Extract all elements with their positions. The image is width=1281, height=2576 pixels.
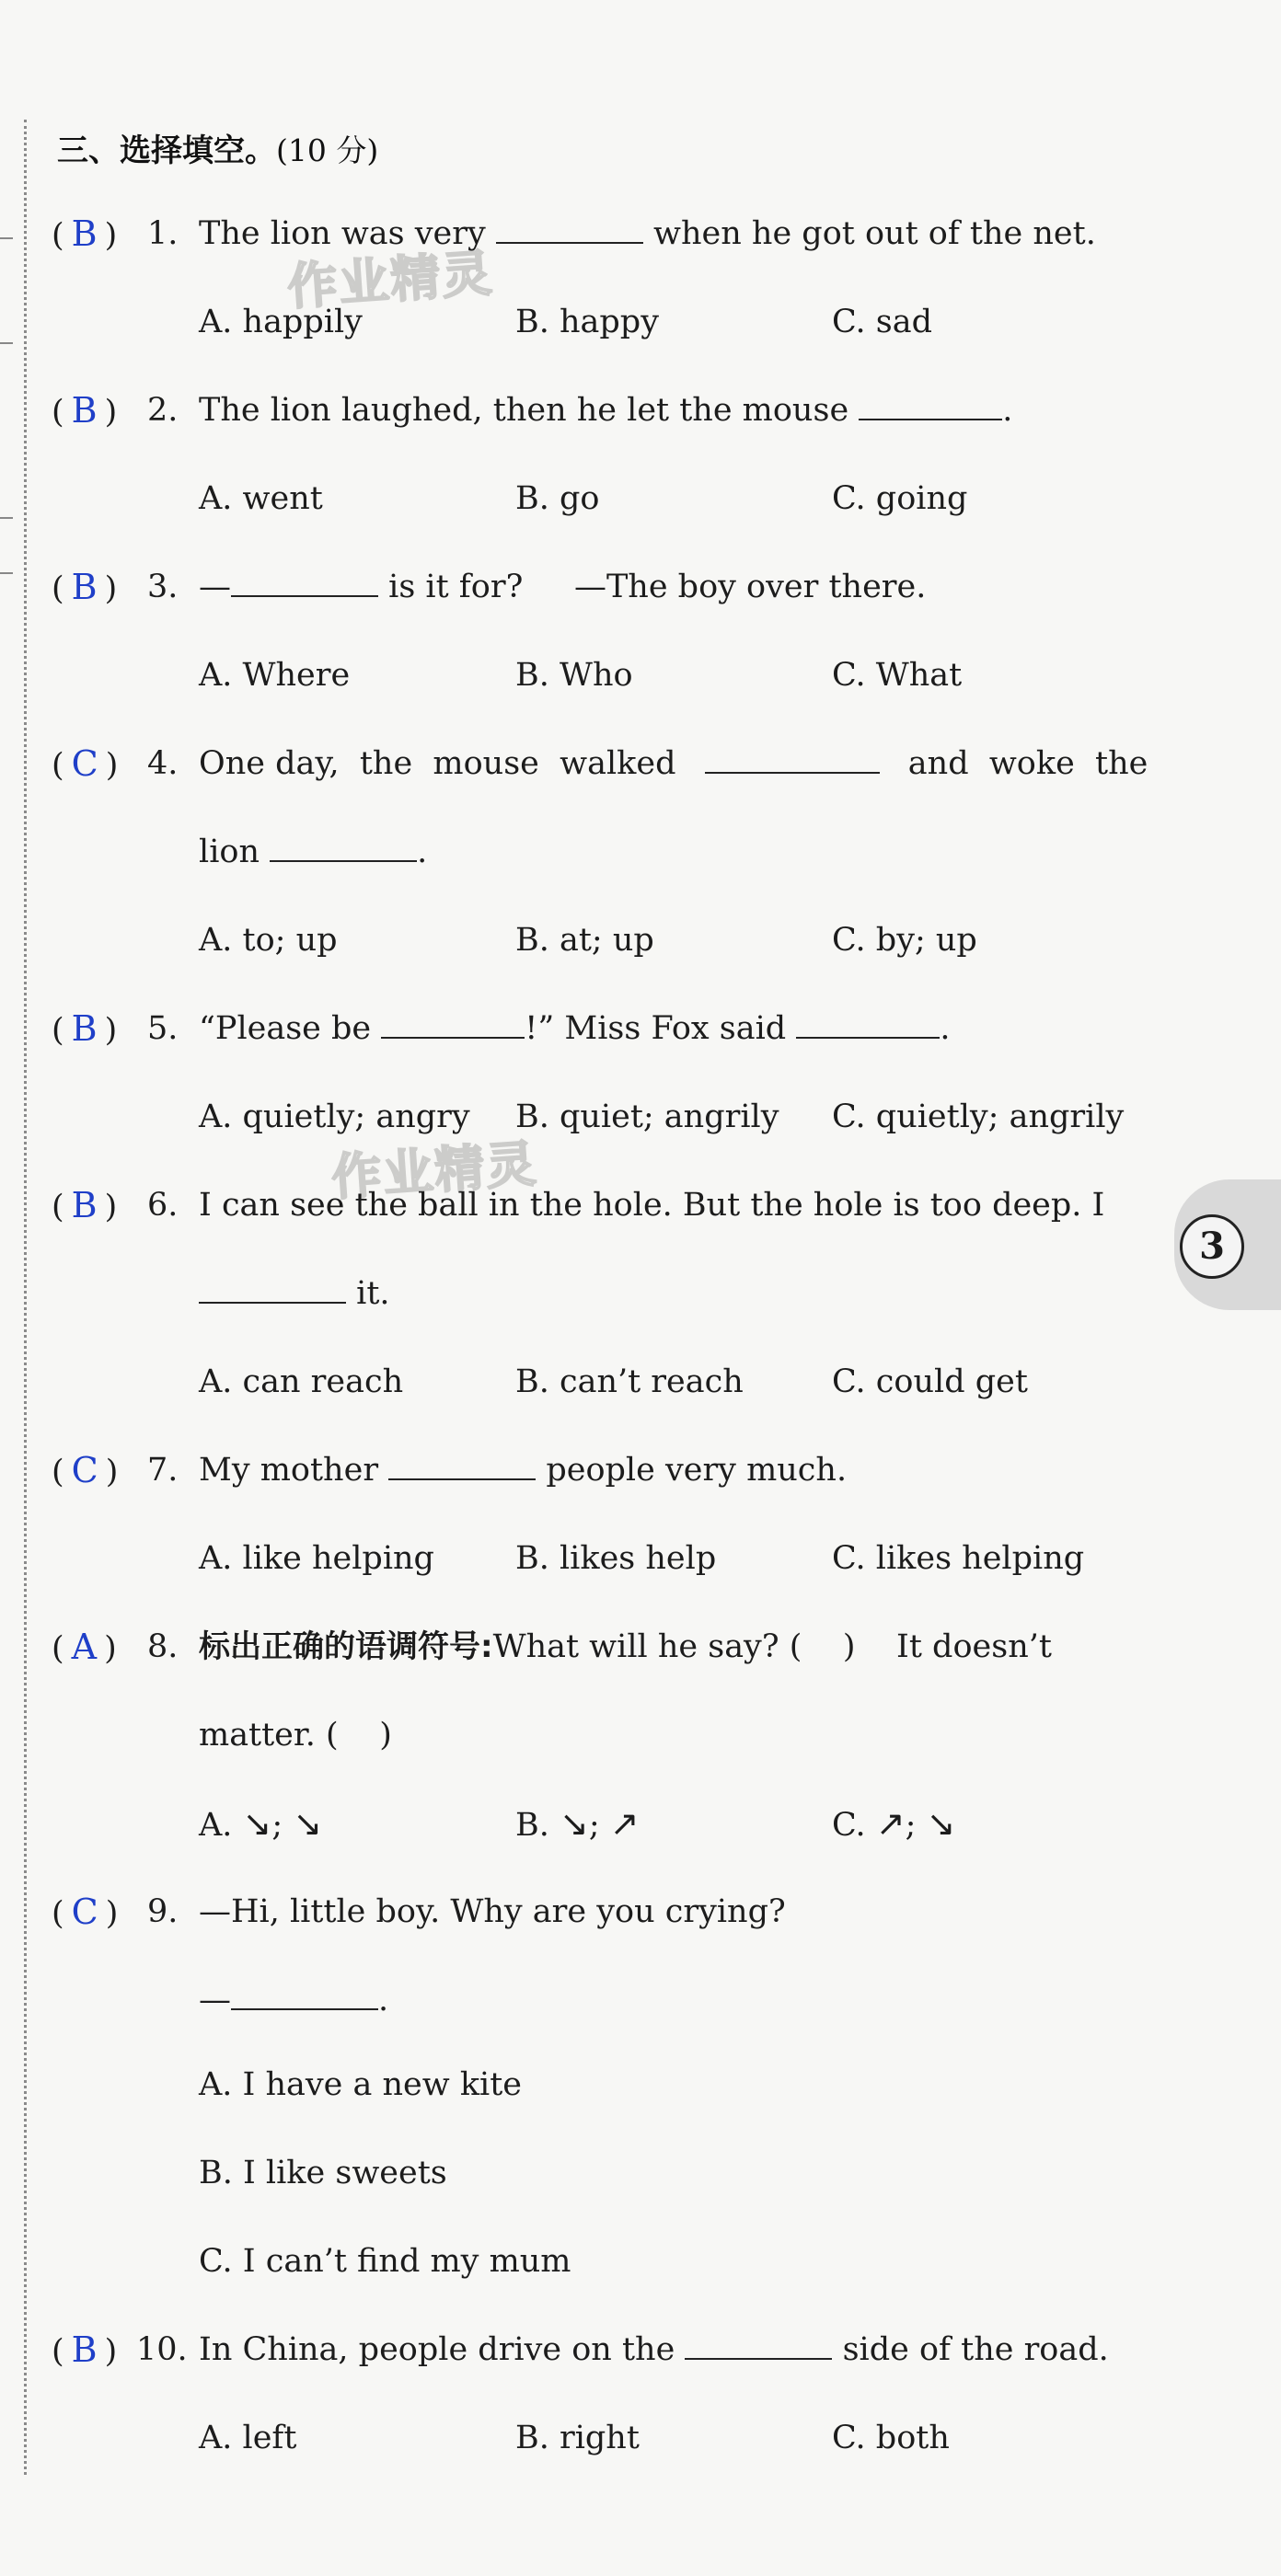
option-a[interactable]: A. happily (199, 304, 363, 340)
options-3 (0, 648, 1281, 703)
question-9-continued: — . (0, 1972, 1281, 2028)
answer-paren: ( B ) (52, 567, 118, 607)
option-b[interactable]: B. can’t reach (515, 1363, 744, 1400)
falling-arrow-icon: ↘ (293, 1803, 323, 1844)
question-stem: — is it for? —The boy over there. (199, 559, 926, 615)
falling-arrow-icon: ↘ (560, 1803, 589, 1844)
option-a[interactable]: A. left (199, 2420, 297, 2456)
option-b[interactable]: B. quiet; angrily (515, 1098, 779, 1135)
option-b[interactable]: B. ↘; ↗ (515, 1796, 640, 1853)
question-9: ( C ) 9. —Hi, little boy. Why are you crying? (0, 1884, 1281, 1939)
options-6 (0, 1354, 1281, 1409)
options-4 (0, 913, 1281, 968)
option-a[interactable]: A. to; up (199, 922, 338, 959)
option-a[interactable]: A. ↘; ↘ (199, 1796, 322, 1853)
question-stem: One day, the mouse walked and woke the (199, 736, 1148, 791)
blank[interactable] (199, 1267, 346, 1304)
answer-paren: ( C ) (52, 743, 119, 784)
question-3: ( B ) 3. — is it for? —The boy over there. (0, 559, 1281, 615)
question-4-continued: lion . (0, 824, 1281, 880)
options-1 (0, 294, 1281, 350)
blank[interactable] (705, 737, 880, 774)
question-stem: My mother people very much. (199, 1443, 847, 1498)
answer-paren: ( B ) (52, 1008, 118, 1049)
rising-arrow-icon: ↗ (875, 1803, 906, 1844)
option-b[interactable]: B. right (515, 2420, 640, 2456)
option-b[interactable]: B. at; up (515, 922, 654, 959)
option-c[interactable]: C. I can’t find my mum (199, 2243, 571, 2280)
options-7 (0, 1531, 1281, 1586)
option-b[interactable]: B. I like sweets (199, 2155, 447, 2191)
blank[interactable] (388, 1443, 536, 1480)
option-b[interactable]: B. Who (515, 657, 633, 694)
question-stem: The lion was very when he got out of the net. (199, 206, 1096, 261)
answer-paren: ( B ) (52, 1185, 118, 1225)
question-stem: —Hi, little boy. Why are you crying? (199, 1893, 786, 1930)
answer-paren: ( B ) (52, 390, 118, 431)
question-4: ( C ) 4. One day, the mouse walked and woke the (0, 736, 1281, 791)
blank[interactable] (859, 384, 1002, 420)
question-stem: “Please be !” Miss Fox said . (199, 1001, 950, 1056)
blank[interactable] (381, 1002, 525, 1039)
question-5: ( B ) 5. “Please be !” Miss Fox said . (0, 1001, 1281, 1056)
watermark: 作业精灵 (329, 1134, 540, 1207)
option-c[interactable]: C. sad (832, 304, 933, 340)
options-5 (0, 1089, 1281, 1144)
answer-paren: ( B ) (52, 213, 118, 254)
option-a[interactable]: A. quietly; angry (199, 1098, 470, 1135)
blank[interactable] (496, 207, 643, 244)
option-a[interactable]: A. I have a new kite (199, 2066, 523, 2103)
answer-paren: ( C ) (52, 1892, 119, 1932)
answer-paren: ( B ) (52, 2329, 118, 2370)
options-10 (0, 2410, 1281, 2466)
question-stem: In China, people drive on the side of the road. (199, 2322, 1109, 2377)
option-a[interactable]: A. went (199, 480, 323, 517)
blank[interactable] (796, 1002, 940, 1039)
section-title: 三、选择填空。(10 分) (57, 132, 379, 169)
blank[interactable] (270, 825, 417, 862)
option-a[interactable]: A. can reach (199, 1363, 404, 1400)
option-c[interactable]: C. could get (832, 1363, 1028, 1400)
option-c[interactable]: C. quietly; angrily (832, 1098, 1125, 1135)
option-a[interactable]: A. Where (199, 657, 351, 694)
blank[interactable] (231, 560, 378, 597)
option-a[interactable]: A. like helping (199, 1540, 434, 1577)
options-9c (0, 2234, 1281, 2289)
option-c[interactable]: C. by; up (832, 922, 977, 959)
question-1: ( B ) 1. The lion was very when he got out of the net. (0, 206, 1281, 261)
watermark: 作业精灵 (285, 244, 496, 316)
question-8: ( A ) 8. 标出正确的语调符号:What will he say? ( ) It doesn’t (0, 1619, 1281, 1674)
option-b[interactable]: B. happy (515, 304, 659, 340)
question-2: ( B ) 2. The lion laughed, then he let the mouse . (0, 383, 1281, 438)
falling-arrow-icon: ↘ (242, 1803, 272, 1844)
question-6: ( B ) 6. I can see the ball in the hole. But the hole is too deep. I (0, 1178, 1281, 1233)
options-2 (0, 471, 1281, 526)
options-9a (0, 2057, 1281, 2112)
answer-paren: ( A ) (52, 1627, 117, 1667)
question-7: ( C ) 7. My mother people very much. (0, 1443, 1281, 1498)
option-b[interactable]: B. go (515, 480, 600, 517)
option-c[interactable]: C. likes helping (832, 1540, 1085, 1577)
blank[interactable] (231, 1973, 378, 2010)
options-9b (0, 2145, 1281, 2201)
options-8 (0, 1796, 1281, 1851)
question-8-continued: matter. ( ) (199, 1717, 392, 1754)
question-stem: 标出正确的语调符号:What will he say? ( ) It doesn’t (199, 1628, 1052, 1665)
falling-arrow-icon: ↘ (926, 1803, 956, 1844)
option-c[interactable]: C. going (832, 480, 968, 517)
option-c[interactable]: C. What (832, 657, 963, 694)
question-stem: The lion laughed, then he let the mouse . (199, 383, 1012, 438)
rising-arrow-icon: ↗ (609, 1803, 640, 1844)
option-c[interactable]: C. ↗; ↘ (832, 1796, 955, 1853)
blank[interactable] (685, 2323, 832, 2360)
question-6-continued: it. (0, 1266, 1281, 1321)
page-number: 3 (1180, 1214, 1244, 1279)
option-b[interactable]: B. likes help (515, 1540, 717, 1577)
option-c[interactable]: C. both (832, 2420, 950, 2456)
answer-paren: ( C ) (52, 1450, 119, 1490)
question-stem: I can see the ball in the hole. But the hole is too deep. I (199, 1187, 1105, 1224)
question-10: ( B ) 10. In China, people drive on the side of the road. (0, 2322, 1281, 2377)
